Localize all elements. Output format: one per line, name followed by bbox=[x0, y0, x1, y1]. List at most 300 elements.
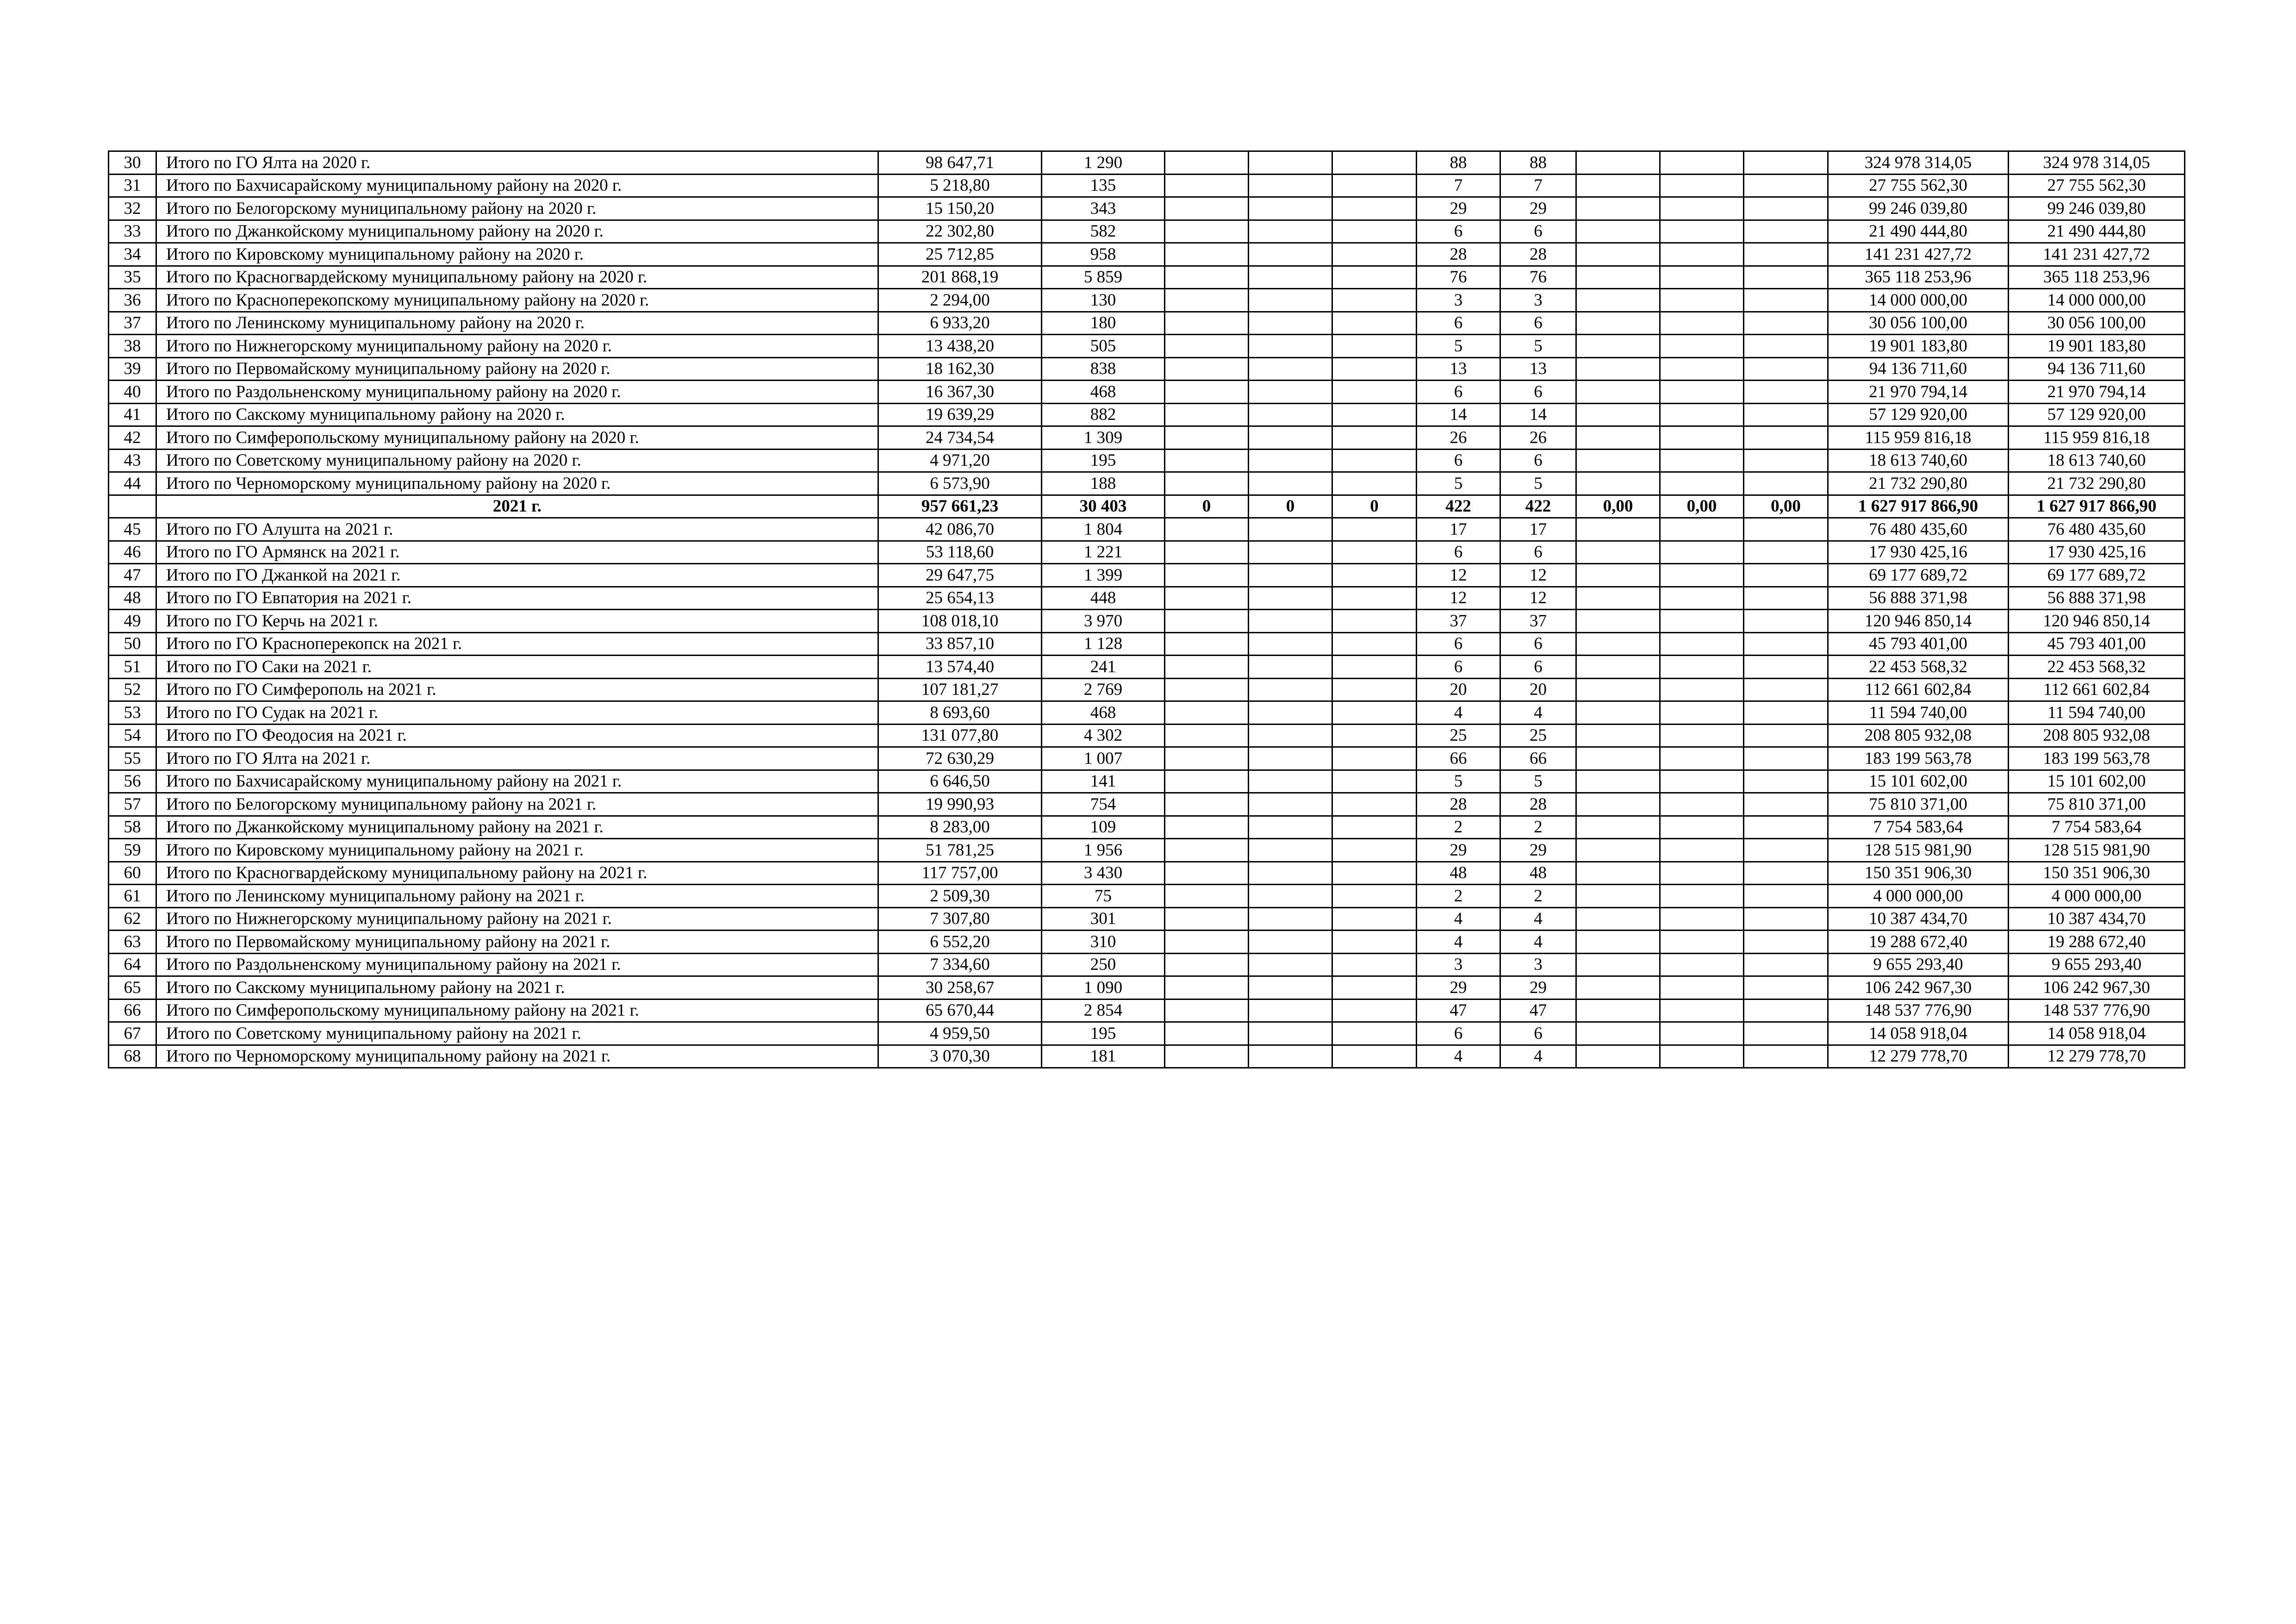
table-row bbox=[109, 381, 2185, 404]
row-number-cell: 42 bbox=[109, 426, 156, 450]
value-cell-c6: 29 bbox=[1417, 197, 1500, 220]
value-cell-c10 bbox=[1744, 472, 1828, 495]
row-name-cell: Итого по ГО Саки на 2021 г. bbox=[156, 656, 878, 679]
value-cell-c9 bbox=[1660, 656, 1744, 679]
value-cell-c4 bbox=[1249, 747, 1332, 770]
value-cell-c5: 0 bbox=[1332, 495, 1417, 518]
value-cell-c8 bbox=[1576, 656, 1660, 679]
value-cell-c9 bbox=[1660, 632, 1744, 656]
value-cell-c1: 6 573,90 bbox=[878, 472, 1042, 495]
value-cell-c6: 3 bbox=[1417, 289, 1500, 312]
value-cell-c5 bbox=[1332, 220, 1417, 243]
value-cell-c4 bbox=[1249, 701, 1332, 725]
value-cell-c9 bbox=[1660, 747, 1744, 770]
value-cell-c7: 3 bbox=[1500, 953, 1576, 976]
value-cell-c11: 112 661 602,84 bbox=[1828, 678, 2009, 701]
row-name-cell: Итого по ГО Симферополь на 2021 г. bbox=[156, 678, 878, 701]
value-cell-c7: 7 bbox=[1500, 174, 1576, 197]
value-cell-c11: 324 978 314,05 bbox=[1828, 151, 2009, 175]
value-cell-c10 bbox=[1744, 403, 1828, 426]
value-cell-c8 bbox=[1576, 931, 1660, 954]
value-cell-c7: 26 bbox=[1500, 426, 1576, 450]
value-cell-c9 bbox=[1660, 174, 1744, 197]
row-number-cell: 59 bbox=[109, 839, 156, 862]
row-name-cell: Итого по Нижнегорскому муниципальному району на 2020 г. bbox=[156, 335, 878, 358]
value-cell-c5 bbox=[1332, 770, 1417, 793]
value-cell-c11: 4 000 000,00 bbox=[1828, 885, 2009, 908]
value-cell-c8 bbox=[1576, 357, 1660, 381]
value-cell-c10 bbox=[1744, 839, 1828, 862]
value-cell-c7: 6 bbox=[1500, 220, 1576, 243]
value-cell-c4 bbox=[1249, 197, 1332, 220]
value-cell-c2: 958 bbox=[1042, 243, 1165, 266]
value-cell-c2: 838 bbox=[1042, 357, 1165, 381]
value-cell-c10 bbox=[1744, 289, 1828, 312]
value-cell-c1: 3 070,30 bbox=[878, 1045, 1042, 1068]
value-cell-c10 bbox=[1744, 449, 1828, 472]
value-cell-c1: 8 283,00 bbox=[878, 816, 1042, 839]
value-cell-c7: 29 bbox=[1500, 976, 1576, 999]
value-cell-c1: 18 162,30 bbox=[878, 357, 1042, 381]
value-cell-c6: 12 bbox=[1417, 587, 1500, 610]
value-cell-c2: 1 128 bbox=[1042, 632, 1165, 656]
value-cell-c9 bbox=[1660, 839, 1744, 862]
value-cell-c12: 115 959 816,18 bbox=[2009, 426, 2185, 450]
value-cell-c9 bbox=[1660, 999, 1744, 1022]
value-cell-c4 bbox=[1249, 816, 1332, 839]
value-cell-c5 bbox=[1332, 678, 1417, 701]
value-cell-c12: 17 930 425,16 bbox=[2009, 541, 2185, 564]
value-cell-c2: 5 859 bbox=[1042, 266, 1165, 289]
row-number-cell: 67 bbox=[109, 1022, 156, 1045]
value-cell-c3 bbox=[1165, 976, 1249, 999]
value-cell-c8 bbox=[1576, 678, 1660, 701]
value-cell-c8 bbox=[1576, 953, 1660, 976]
value-cell-c12: 4 000 000,00 bbox=[2009, 885, 2185, 908]
value-cell-c7: 6 bbox=[1500, 449, 1576, 472]
value-cell-c5 bbox=[1332, 426, 1417, 450]
row-number-cell: 65 bbox=[109, 976, 156, 999]
value-cell-c2: 1 007 bbox=[1042, 747, 1165, 770]
row-name-cell: Итого по ГО Ялта на 2020 г. bbox=[156, 151, 878, 175]
value-cell-c10 bbox=[1744, 151, 1828, 175]
value-cell-c8 bbox=[1576, 174, 1660, 197]
value-cell-c12: 22 453 568,32 bbox=[2009, 656, 2185, 679]
value-cell-c12: 7 754 583,64 bbox=[2009, 816, 2185, 839]
value-cell-c11: 365 118 253,96 bbox=[1828, 266, 2009, 289]
value-cell-c1: 19 990,93 bbox=[878, 793, 1042, 816]
value-cell-c2: 195 bbox=[1042, 449, 1165, 472]
table-row bbox=[109, 151, 2185, 175]
value-cell-c10 bbox=[1744, 541, 1828, 564]
value-cell-c2: 250 bbox=[1042, 953, 1165, 976]
value-cell-c10 bbox=[1744, 564, 1828, 587]
value-cell-c5 bbox=[1332, 747, 1417, 770]
value-cell-c9: 0,00 bbox=[1660, 495, 1744, 518]
value-cell-c4 bbox=[1249, 999, 1332, 1022]
value-cell-c8 bbox=[1576, 793, 1660, 816]
value-cell-c11: 75 810 371,00 bbox=[1828, 793, 2009, 816]
value-cell-c3 bbox=[1165, 724, 1249, 747]
value-cell-c7: 48 bbox=[1500, 862, 1576, 885]
value-cell-c12: 1 627 917 866,90 bbox=[2009, 495, 2185, 518]
value-cell-c9 bbox=[1660, 403, 1744, 426]
value-cell-c5 bbox=[1332, 289, 1417, 312]
value-cell-c5 bbox=[1332, 656, 1417, 679]
value-cell-c6: 6 bbox=[1417, 541, 1500, 564]
value-cell-c12: 324 978 314,05 bbox=[2009, 151, 2185, 175]
row-number-cell: 53 bbox=[109, 701, 156, 725]
row-number-cell: 32 bbox=[109, 197, 156, 220]
value-cell-c7: 17 bbox=[1500, 518, 1576, 541]
value-cell-c9 bbox=[1660, 564, 1744, 587]
value-cell-c2: 1 804 bbox=[1042, 518, 1165, 541]
row-number-cell: 41 bbox=[109, 403, 156, 426]
row-number-cell: 38 bbox=[109, 335, 156, 358]
value-cell-c12: 45 793 401,00 bbox=[2009, 632, 2185, 656]
value-cell-c1: 6 933,20 bbox=[878, 312, 1042, 335]
value-cell-c5 bbox=[1332, 151, 1417, 175]
value-cell-c2: 1 221 bbox=[1042, 541, 1165, 564]
row-name-cell: Итого по Красноперекопскому муниципальному району на 2020 г. bbox=[156, 289, 878, 312]
value-cell-c3 bbox=[1165, 197, 1249, 220]
table-row bbox=[109, 312, 2185, 335]
value-cell-c9 bbox=[1660, 701, 1744, 725]
value-cell-c12: 30 056 100,00 bbox=[2009, 312, 2185, 335]
row-name-cell: Итого по Первомайскому муниципальному району на 2020 г. bbox=[156, 357, 878, 381]
value-cell-c9 bbox=[1660, 907, 1744, 931]
value-cell-c7: 29 bbox=[1500, 197, 1576, 220]
value-cell-c3 bbox=[1165, 1022, 1249, 1045]
value-cell-c5 bbox=[1332, 885, 1417, 908]
value-cell-c7: 12 bbox=[1500, 587, 1576, 610]
row-number-cell: 60 bbox=[109, 862, 156, 885]
value-cell-c12: 128 515 981,90 bbox=[2009, 839, 2185, 862]
value-cell-c8 bbox=[1576, 1045, 1660, 1068]
value-cell-c1: 5 218,80 bbox=[878, 174, 1042, 197]
value-cell-c1: 29 647,75 bbox=[878, 564, 1042, 587]
value-cell-c4 bbox=[1249, 266, 1332, 289]
value-cell-c5 bbox=[1332, 174, 1417, 197]
value-cell-c12: 11 594 740,00 bbox=[2009, 701, 2185, 725]
value-cell-c11: 7 754 583,64 bbox=[1828, 816, 2009, 839]
value-cell-c11: 115 959 816,18 bbox=[1828, 426, 2009, 450]
value-cell-c5 bbox=[1332, 793, 1417, 816]
table-row bbox=[109, 197, 2185, 220]
value-cell-c11: 17 930 425,16 bbox=[1828, 541, 2009, 564]
value-cell-c8 bbox=[1576, 587, 1660, 610]
value-cell-c2: 180 bbox=[1042, 312, 1165, 335]
value-cell-c12: 27 755 562,30 bbox=[2009, 174, 2185, 197]
value-cell-c7: 47 bbox=[1500, 999, 1576, 1022]
row-name-cell: Итого по Ленинскому муниципальному району на 2021 г. bbox=[156, 885, 878, 908]
value-cell-c2: 2 854 bbox=[1042, 999, 1165, 1022]
value-cell-c5 bbox=[1332, 976, 1417, 999]
value-cell-c1: 65 670,44 bbox=[878, 999, 1042, 1022]
value-cell-c5 bbox=[1332, 999, 1417, 1022]
value-cell-c11: 128 515 981,90 bbox=[1828, 839, 2009, 862]
value-cell-c6: 26 bbox=[1417, 426, 1500, 450]
value-cell-c4 bbox=[1249, 289, 1332, 312]
row-number-cell: 37 bbox=[109, 312, 156, 335]
row-number-cell: 43 bbox=[109, 449, 156, 472]
value-cell-c4 bbox=[1249, 449, 1332, 472]
value-cell-c4 bbox=[1249, 518, 1332, 541]
value-cell-c8 bbox=[1576, 472, 1660, 495]
value-cell-c6: 14 bbox=[1417, 403, 1500, 426]
value-cell-c4 bbox=[1249, 907, 1332, 931]
value-cell-c6: 37 bbox=[1417, 610, 1500, 633]
value-cell-c10 bbox=[1744, 266, 1828, 289]
value-cell-c2: 109 bbox=[1042, 816, 1165, 839]
value-cell-c6: 13 bbox=[1417, 357, 1500, 381]
value-cell-c2: 468 bbox=[1042, 381, 1165, 404]
table-row bbox=[109, 541, 2185, 564]
value-cell-c8 bbox=[1576, 1022, 1660, 1045]
value-cell-c2: 188 bbox=[1042, 472, 1165, 495]
value-cell-c7: 5 bbox=[1500, 770, 1576, 793]
value-cell-c10 bbox=[1744, 518, 1828, 541]
value-cell-c10 bbox=[1744, 747, 1828, 770]
value-cell-c6: 422 bbox=[1417, 495, 1500, 518]
value-cell-c11: 12 279 778,70 bbox=[1828, 1045, 2009, 1068]
value-cell-c1: 53 118,60 bbox=[878, 541, 1042, 564]
value-cell-c7: 20 bbox=[1500, 678, 1576, 701]
value-cell-c9 bbox=[1660, 197, 1744, 220]
value-cell-c5 bbox=[1332, 953, 1417, 976]
value-cell-c1: 24 734,54 bbox=[878, 426, 1042, 450]
value-cell-c6: 6 bbox=[1417, 656, 1500, 679]
value-cell-c5 bbox=[1332, 403, 1417, 426]
value-cell-c2: 343 bbox=[1042, 197, 1165, 220]
row-number-cell: 44 bbox=[109, 472, 156, 495]
value-cell-c7: 25 bbox=[1500, 724, 1576, 747]
table-row bbox=[109, 839, 2185, 862]
value-cell-c11: 30 056 100,00 bbox=[1828, 312, 2009, 335]
value-cell-c12: 14 058 918,04 bbox=[2009, 1022, 2185, 1045]
row-name-cell: Итого по Красногвардейскому муниципальному району на 2020 г. bbox=[156, 266, 878, 289]
value-cell-c8 bbox=[1576, 151, 1660, 175]
value-cell-c8 bbox=[1576, 724, 1660, 747]
value-cell-c12: 56 888 371,98 bbox=[2009, 587, 2185, 610]
value-cell-c11: 69 177 689,72 bbox=[1828, 564, 2009, 587]
value-cell-c2: 1 309 bbox=[1042, 426, 1165, 450]
value-cell-c5 bbox=[1332, 610, 1417, 633]
value-cell-c7: 4 bbox=[1500, 701, 1576, 725]
value-cell-c6: 6 bbox=[1417, 449, 1500, 472]
value-cell-c8 bbox=[1576, 816, 1660, 839]
value-cell-c5 bbox=[1332, 816, 1417, 839]
value-cell-c8 bbox=[1576, 862, 1660, 885]
table-row bbox=[109, 862, 2185, 885]
value-cell-c4 bbox=[1249, 1045, 1332, 1068]
value-cell-c10 bbox=[1744, 312, 1828, 335]
value-cell-c10 bbox=[1744, 610, 1828, 633]
table-row bbox=[109, 701, 2185, 725]
value-cell-c9 bbox=[1660, 770, 1744, 793]
value-cell-c5 bbox=[1332, 931, 1417, 954]
value-cell-c8 bbox=[1576, 770, 1660, 793]
value-cell-c12: 18 613 740,60 bbox=[2009, 449, 2185, 472]
value-cell-c7: 4 bbox=[1500, 1045, 1576, 1068]
value-cell-c12: 208 805 932,08 bbox=[2009, 724, 2185, 747]
value-cell-c4 bbox=[1249, 243, 1332, 266]
row-name-cell: Итого по Раздольненскому муниципальному району на 2021 г. bbox=[156, 953, 878, 976]
value-cell-c4 bbox=[1249, 541, 1332, 564]
value-cell-c9 bbox=[1660, 312, 1744, 335]
value-cell-c8 bbox=[1576, 403, 1660, 426]
value-cell-c6: 47 bbox=[1417, 999, 1500, 1022]
value-cell-c3 bbox=[1165, 403, 1249, 426]
value-cell-c10 bbox=[1744, 656, 1828, 679]
value-cell-c2: 241 bbox=[1042, 656, 1165, 679]
value-cell-c4 bbox=[1249, 656, 1332, 679]
value-cell-c10 bbox=[1744, 931, 1828, 954]
value-cell-c12: 21 490 444,80 bbox=[2009, 220, 2185, 243]
row-name-cell: Итого по Джанкойскому муниципальному району на 2020 г. bbox=[156, 220, 878, 243]
value-cell-c6: 4 bbox=[1417, 1045, 1500, 1068]
value-cell-c11: 21 732 290,80 bbox=[1828, 472, 2009, 495]
value-cell-c1: 6 552,20 bbox=[878, 931, 1042, 954]
value-cell-c3 bbox=[1165, 747, 1249, 770]
value-cell-c3 bbox=[1165, 449, 1249, 472]
value-cell-c4 bbox=[1249, 381, 1332, 404]
row-name-cell: Итого по Советскому муниципальному району на 2021 г. bbox=[156, 1022, 878, 1045]
value-cell-c12: 150 351 906,30 bbox=[2009, 862, 2185, 885]
value-cell-c9 bbox=[1660, 220, 1744, 243]
value-cell-c8 bbox=[1576, 632, 1660, 656]
value-cell-c2: 882 bbox=[1042, 403, 1165, 426]
row-number-cell: 50 bbox=[109, 632, 156, 656]
row-name-cell: Итого по Первомайскому муниципальному району на 2021 г. bbox=[156, 931, 878, 954]
value-cell-c4 bbox=[1249, 953, 1332, 976]
value-cell-c11: 11 594 740,00 bbox=[1828, 701, 2009, 725]
table-row bbox=[109, 931, 2185, 954]
value-cell-c6: 88 bbox=[1417, 151, 1500, 175]
value-cell-c3 bbox=[1165, 793, 1249, 816]
value-cell-c9 bbox=[1660, 449, 1744, 472]
value-cell-c9 bbox=[1660, 381, 1744, 404]
value-cell-c10 bbox=[1744, 724, 1828, 747]
value-cell-c4: 0 bbox=[1249, 495, 1332, 518]
value-cell-c1: 7 334,60 bbox=[878, 953, 1042, 976]
value-cell-c7: 66 bbox=[1500, 747, 1576, 770]
row-name-cell: Итого по Раздольненскому муниципальному району на 2020 г. bbox=[156, 381, 878, 404]
value-cell-c8 bbox=[1576, 381, 1660, 404]
value-cell-c10 bbox=[1744, 220, 1828, 243]
value-cell-c12: 57 129 920,00 bbox=[2009, 403, 2185, 426]
value-cell-c5 bbox=[1332, 1022, 1417, 1045]
value-cell-c11: 15 101 602,00 bbox=[1828, 770, 2009, 793]
value-cell-c5 bbox=[1332, 197, 1417, 220]
row-name-cell: Итого по ГО Красноперекопск на 2021 г. bbox=[156, 632, 878, 656]
value-cell-c5 bbox=[1332, 724, 1417, 747]
value-cell-c7: 6 bbox=[1500, 312, 1576, 335]
value-cell-c4 bbox=[1249, 564, 1332, 587]
value-cell-c8 bbox=[1576, 197, 1660, 220]
value-cell-c11: 14 058 918,04 bbox=[1828, 1022, 2009, 1045]
value-cell-c5 bbox=[1332, 862, 1417, 885]
value-cell-c2: 181 bbox=[1042, 1045, 1165, 1068]
table-row bbox=[109, 564, 2185, 587]
value-cell-c5 bbox=[1332, 541, 1417, 564]
value-cell-c9 bbox=[1660, 587, 1744, 610]
row-number-cell: 57 bbox=[109, 793, 156, 816]
value-cell-c3 bbox=[1165, 953, 1249, 976]
row-number-cell bbox=[109, 495, 156, 518]
row-number-cell: 47 bbox=[109, 564, 156, 587]
value-cell-c4 bbox=[1249, 335, 1332, 358]
table-row bbox=[109, 1045, 2185, 1068]
value-cell-c8 bbox=[1576, 289, 1660, 312]
table-row bbox=[109, 426, 2185, 450]
value-cell-c1: 13 574,40 bbox=[878, 656, 1042, 679]
value-cell-c1: 4 971,20 bbox=[878, 449, 1042, 472]
value-cell-c8 bbox=[1576, 885, 1660, 908]
value-cell-c1: 72 630,29 bbox=[878, 747, 1042, 770]
value-cell-c8 bbox=[1576, 220, 1660, 243]
value-cell-c9 bbox=[1660, 793, 1744, 816]
row-number-cell: 68 bbox=[109, 1045, 156, 1068]
value-cell-c12: 69 177 689,72 bbox=[2009, 564, 2185, 587]
value-cell-c11: 148 537 776,90 bbox=[1828, 999, 2009, 1022]
value-cell-c5 bbox=[1332, 1045, 1417, 1068]
value-cell-c1: 15 150,20 bbox=[878, 197, 1042, 220]
value-cell-c11: 45 793 401,00 bbox=[1828, 632, 2009, 656]
value-cell-c7: 14 bbox=[1500, 403, 1576, 426]
value-cell-c7: 4 bbox=[1500, 931, 1576, 954]
value-cell-c9 bbox=[1660, 931, 1744, 954]
value-cell-c7: 4 bbox=[1500, 907, 1576, 931]
value-cell-c6: 6 bbox=[1417, 1022, 1500, 1045]
value-cell-c5 bbox=[1332, 266, 1417, 289]
value-cell-c4 bbox=[1249, 610, 1332, 633]
value-cell-c3 bbox=[1165, 174, 1249, 197]
value-cell-c11: 14 000 000,00 bbox=[1828, 289, 2009, 312]
value-cell-c2: 468 bbox=[1042, 701, 1165, 725]
row-number-cell: 52 bbox=[109, 678, 156, 701]
value-cell-c2: 1 399 bbox=[1042, 564, 1165, 587]
value-cell-c1: 4 959,50 bbox=[878, 1022, 1042, 1045]
value-cell-c10 bbox=[1744, 243, 1828, 266]
value-cell-c1: 25 712,85 bbox=[878, 243, 1042, 266]
value-cell-c1: 7 307,80 bbox=[878, 907, 1042, 931]
table-row bbox=[109, 999, 2185, 1022]
value-cell-c1: 30 258,67 bbox=[878, 976, 1042, 999]
value-cell-c9 bbox=[1660, 953, 1744, 976]
value-cell-c12: 12 279 778,70 bbox=[2009, 1045, 2185, 1068]
value-cell-c11: 150 351 906,30 bbox=[1828, 862, 2009, 885]
value-cell-c7: 6 bbox=[1500, 632, 1576, 656]
value-cell-c9 bbox=[1660, 724, 1744, 747]
value-cell-c10 bbox=[1744, 174, 1828, 197]
table-row bbox=[109, 953, 2185, 976]
value-cell-c6: 3 bbox=[1417, 953, 1500, 976]
row-name-cell: Итого по ГО Евпатория на 2021 г. bbox=[156, 587, 878, 610]
value-cell-c2: 135 bbox=[1042, 174, 1165, 197]
value-cell-c7: 28 bbox=[1500, 793, 1576, 816]
value-cell-c4 bbox=[1249, 724, 1332, 747]
value-cell-c8 bbox=[1576, 907, 1660, 931]
value-cell-c9 bbox=[1660, 266, 1744, 289]
value-cell-c2: 3 430 bbox=[1042, 862, 1165, 885]
table-row bbox=[109, 632, 2185, 656]
row-number-cell: 46 bbox=[109, 541, 156, 564]
value-cell-c6: 4 bbox=[1417, 907, 1500, 931]
row-number-cell: 39 bbox=[109, 357, 156, 381]
value-cell-c2: 130 bbox=[1042, 289, 1165, 312]
value-cell-c4 bbox=[1249, 885, 1332, 908]
